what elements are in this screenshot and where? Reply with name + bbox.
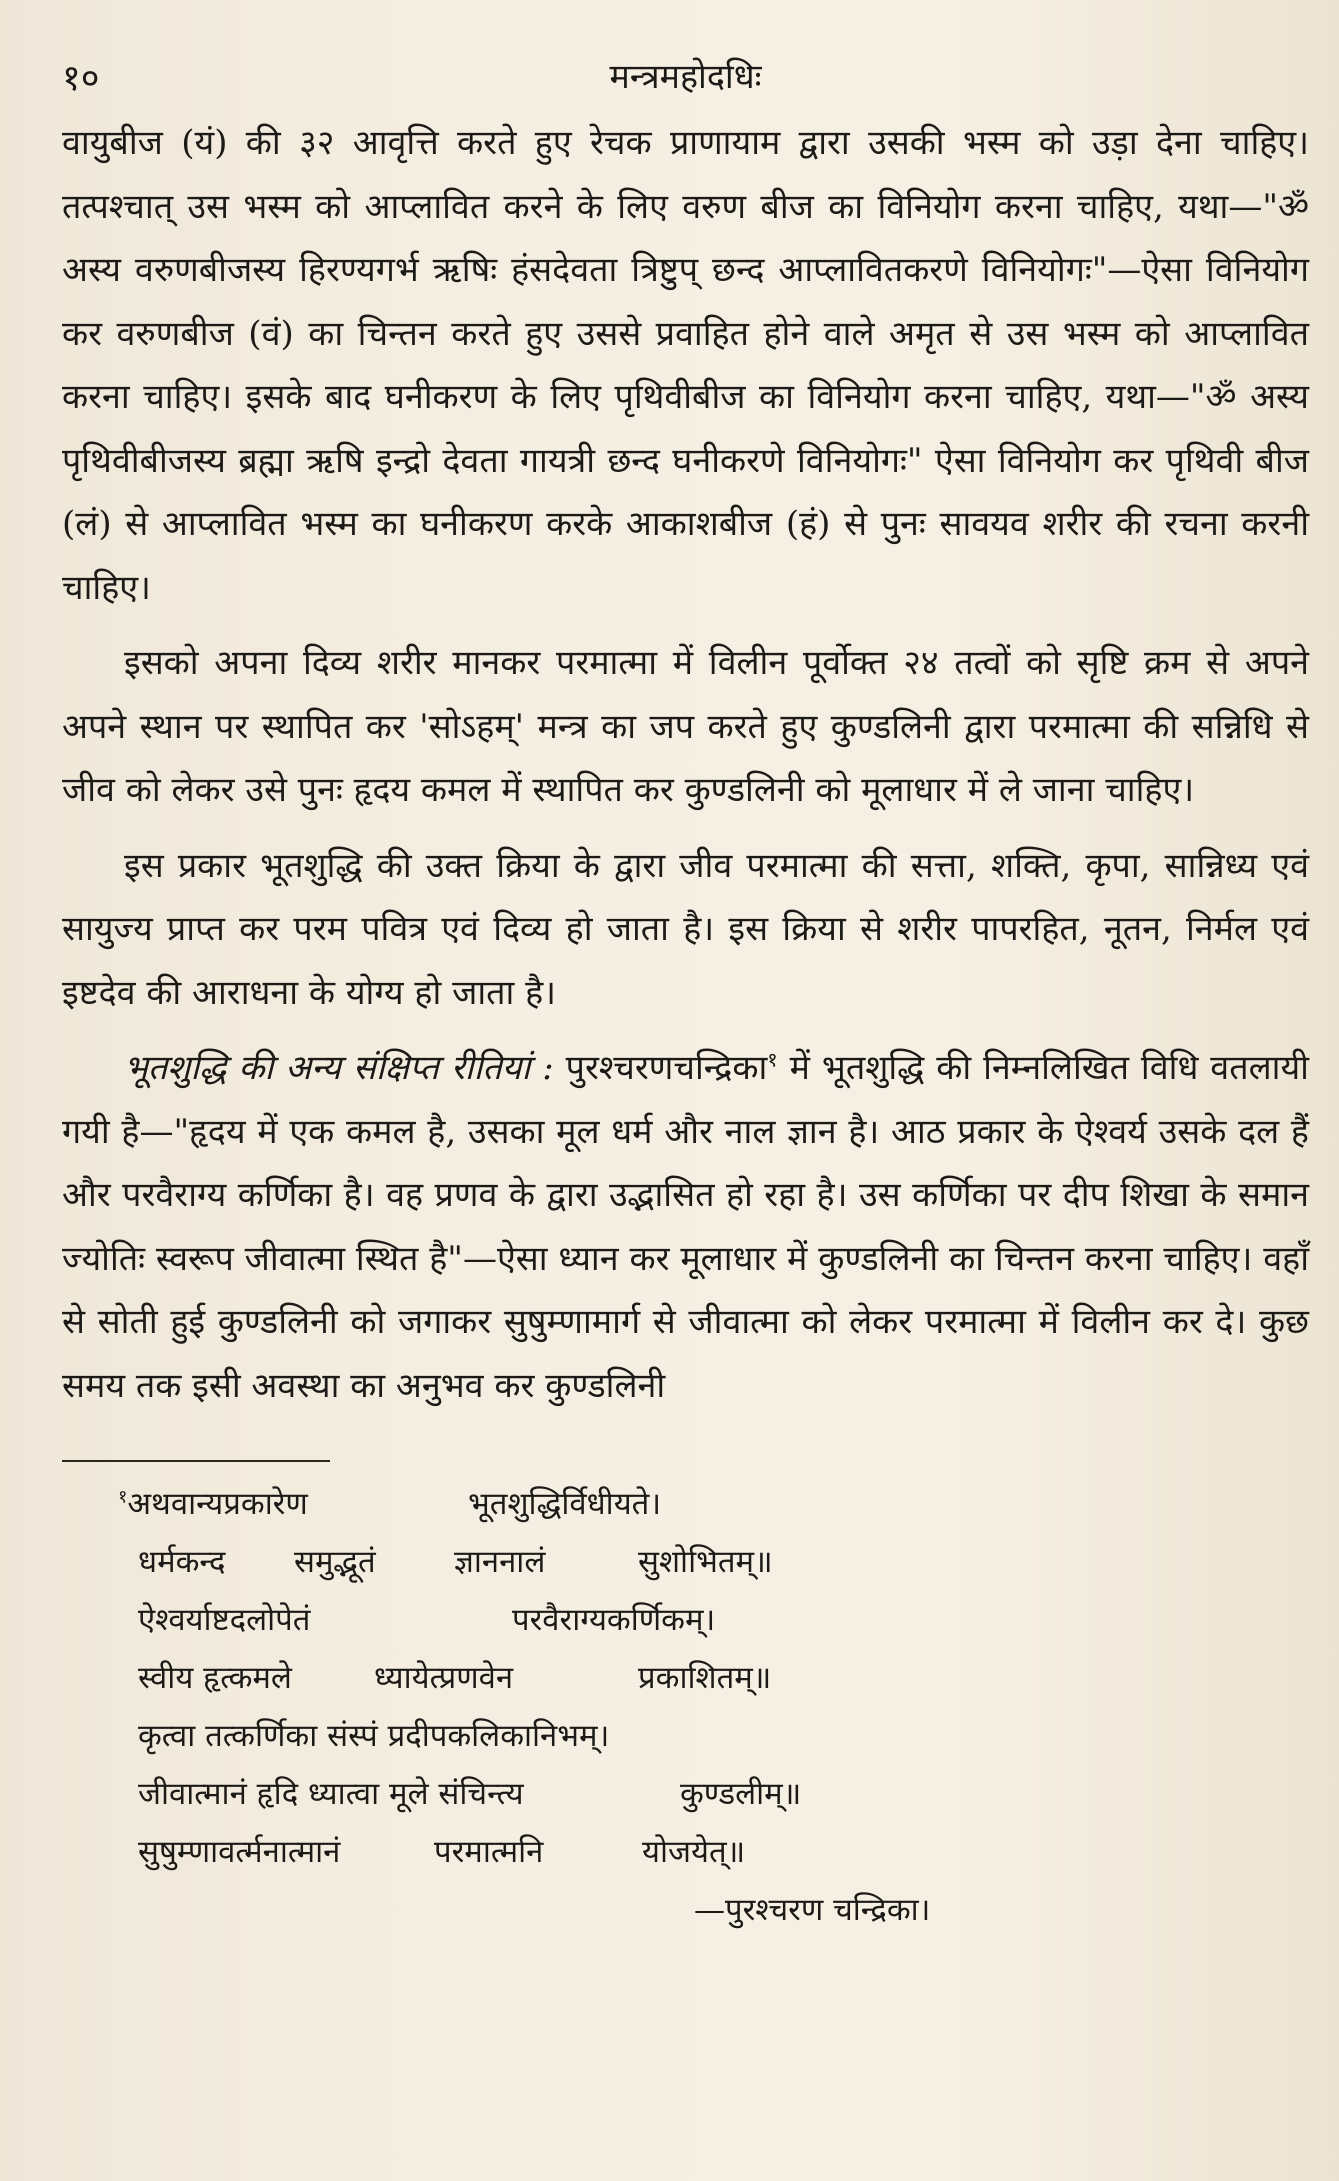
verse-text: प्रकाशितम्॥ [638, 1660, 772, 1696]
verse-text: योजयेत्॥ [642, 1834, 746, 1870]
paragraph-4 [62, 1037, 1309, 1418]
section-subheading: भूतशुद्धि की अन्य संक्षिप्त रीतियां : [124, 1048, 554, 1088]
attribution-text: —पुरश्चरण चन्द्रिका। [694, 1892, 931, 1928]
verse-text: स्वीय हृत्कमले [138, 1660, 292, 1696]
footnote-divider [62, 1460, 330, 1462]
verse-line [62, 1656, 1309, 1714]
verse-text: धर्मकन्द [138, 1544, 226, 1580]
verse-text: जीवात्मानं हृदि ध्यात्वा मूले संचिन्त्य [138, 1776, 524, 1812]
verse-text: परमात्मनि [434, 1834, 544, 1870]
page-number: १० [62, 58, 100, 99]
paragraph-4-text-a: पुरश्चरणचन्द्रिका [553, 1048, 768, 1088]
footnote-verse [62, 1482, 1309, 1946]
verse-text: कृत्वा तत्कर्णिका संस्पं प्रदीपकलिकानिभम्। [138, 1718, 610, 1754]
verse-text: परवैराग्यकर्णिकम्। [512, 1602, 716, 1638]
source-attribution [62, 1888, 1309, 1946]
verse-text: सुशोभितम्॥ [638, 1544, 773, 1580]
paragraph-4-text-b: में भूतशुद्धि की निम्नलिखित विधि वतलायी गयी है—"हृदय में एक कमल है, उसका मूल धर्म और नाल ज्ञान है। आठ प्रकार के ऐश्वर्य उसके दल हैं और परवैराग्य कर्णिका है। वह प्रणव के द्वारा उद्भासित हो रहा है। उस कर्णिका पर दीप शिखा के समान ज्योतिः स्वरूप जीवात्मा स्थित है"—ऐसा ध्यान कर मूलाधार में कुण्डलिनी का चिन्तन करना चाहिए। वहाँ से सोती हुई कुण्डलिनी को जगाकर सुषुम्णामार्ग से जीवात्मा को लेकर परमात्मा में विलीन कर दे। कुछ समय तक इसी अवस्था का अनुभव कर कुण्डलिनी [62, 1048, 1309, 1406]
verse-fragment: अथवान्यप्रकारेण [127, 1486, 308, 1522]
verse-line [62, 1714, 1309, 1772]
paragraph-1: वायुबीज (यं) की ३२ आवृत्ति करते हुए रेचक प्राणायाम द्वारा उसकी भस्म को उड़ा देना चाहिए। तत्पश्चात् उस भस्म को आप्लावित करने के लिए वरुण बीज का विनियोग करना चाहिए, यथा—"ॐ अस्य वरुणबीजस्य हिरण्यगर्भ ऋषिः हंसदेवता त्रिष्टुप् छन्द आप्लावितकरणे विनियोगः"—ऐसा विनियोग कर वरुणबीज (वं) का चिन्तन करते हुए उससे प्रवाहित होने वाले अमृत से उस भस्म को आप्लावित करना चाहिए। इसके बाद घनीकरण के लिए पृथिवीबीज का विनियोग करना चाहिए, यथा—"ॐ अस्य पृथिवीबीजस्य ब्रह्मा ऋषि इन्द्रो देवता गायत्री छन्द घनीकरणे विनियोगः" ऐसा विनियोग कर पृथिवी बीज (लं) से आप्लावित भस्म का घनीकरण करके आकाशबीज (हं) से पुनः सावयव शरीर की रचना करनी चाहिए। [62, 123, 1309, 608]
paragraph-2: इसको अपना दिव्य शरीर मानकर परमात्मा में विलीन पूर्वोक्त २४ तत्वों को सृष्टि क्रम से अपने अपने स्थान पर स्थापित कर 'सोऽहम्' मन्त्र का जप करते हुए कुण्डलिनी द्वारा परमात्मा की सन्निधि से जीव को लेकर उसे पुनः हृदय कमल में स्थापित कर कुण्डलिनी को मूलाधार में ले जाना चाहिए। [62, 643, 1309, 810]
verse-line [62, 1540, 1309, 1598]
footnote-reference: १ [767, 1047, 778, 1072]
verse-text: ध्यायेत्प्रणवेन [374, 1660, 514, 1696]
verse-text: समुद्भूतं [294, 1544, 376, 1580]
verse-text: ऐश्वर्याष्टदलोपेतं [138, 1602, 311, 1638]
paragraph-3: इस प्रकार भूतशुद्धि की उक्त क्रिया के द्वारा जीव परमात्मा की सत्ता, शक्ति, कृपा, सान्निध्य एवं सायुज्य प्राप्त कर परम पवित्र एवं दिव्य हो जाता है। इस क्रिया से शरीर पापरहित, नूतन, निर्मल एवं इष्टदेव की आराधना के योग्य हो जाता है। [62, 845, 1309, 1013]
verse-line [62, 1830, 1309, 1888]
verse-text [118, 1482, 308, 1524]
verse-text: सुषुम्णावर्त्मनात्मानं [138, 1834, 341, 1870]
page-header [62, 48, 1309, 112]
footnote-marker: १ [118, 1486, 128, 1508]
running-title: मन्त्रमहोदधिः [609, 57, 762, 97]
main-text [62, 112, 1309, 1418]
verse-line [62, 1598, 1309, 1656]
verse-line [62, 1482, 1309, 1540]
verse-line [62, 1772, 1309, 1830]
verse-text: भूतशुद्धिर्विधीयते। [468, 1486, 662, 1522]
verse-text: कुण्डलीम्॥ [680, 1776, 802, 1812]
verse-text: ज्ञाननालं [454, 1544, 546, 1580]
